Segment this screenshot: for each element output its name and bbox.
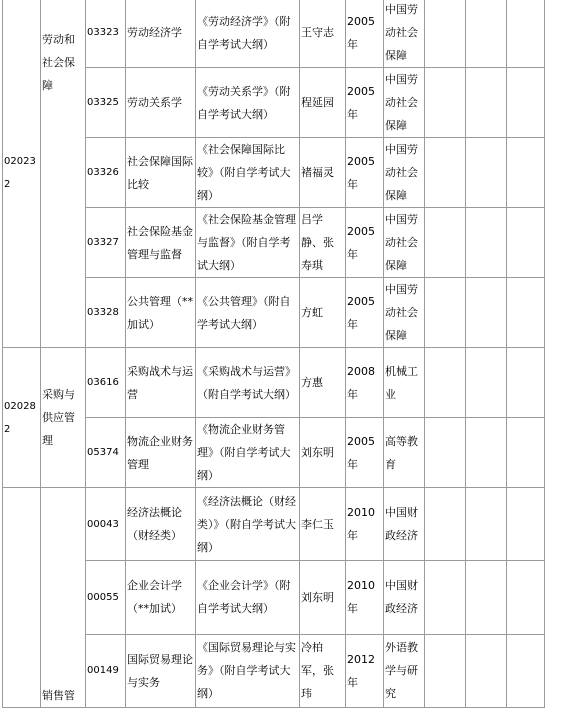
empty-cell — [507, 418, 545, 488]
empty-cell — [466, 208, 507, 278]
major-code-cell: 020232 — [3, 0, 41, 348]
empty-cell — [507, 634, 545, 707]
author-cell: 吕学静、张寿琪 — [300, 208, 346, 278]
course-code-cell: 00149 — [86, 634, 126, 707]
empty-cell — [507, 561, 545, 634]
course-code-cell: 00055 — [86, 561, 126, 634]
empty-cell — [466, 634, 507, 707]
empty-cell — [425, 0, 466, 68]
empty-cell — [466, 418, 507, 488]
year-cell: 2012年 — [346, 634, 384, 707]
publisher-cell: 中国劳动社会保障 — [384, 68, 425, 138]
textbook-cell: 《公共管理》（附自学考试大纲） — [196, 278, 300, 348]
publisher-cell: 高等教育 — [384, 418, 425, 488]
year-cell: 2008年 — [346, 348, 384, 418]
course-name-cell: 国际贸易理论与实务 — [126, 634, 196, 707]
major-code-cell: 020282 — [3, 348, 41, 488]
year-cell: 2005年 — [346, 0, 384, 68]
empty-cell — [507, 488, 545, 561]
author-cell: 冷柏军，张玮 — [300, 634, 346, 707]
course-name-cell: 采购战术与运营 — [126, 348, 196, 418]
publisher-cell: 中国财政经济 — [384, 488, 425, 561]
textbook-cell: 《劳动经济学》（附自学考试大纲） — [196, 0, 300, 68]
author-cell: 王守志 — [300, 0, 346, 68]
year-cell: 2010年 — [346, 561, 384, 634]
course-code-cell: 03616 — [86, 348, 126, 418]
table-row — [3, 348, 545, 418]
empty-cell — [507, 68, 545, 138]
course-code-cell: 03325 — [86, 68, 126, 138]
empty-cell — [425, 418, 466, 488]
textbook-cell: 《采购战术与运营》（附自学考试大纲） — [196, 348, 300, 418]
empty-cell — [507, 348, 545, 418]
year-cell: 2005年 — [346, 208, 384, 278]
year-cell: 2010年 — [346, 488, 384, 561]
empty-cell — [425, 561, 466, 634]
textbook-cell: 《劳动关系学》（附自学考试大纲） — [196, 68, 300, 138]
textbook-cell: 《经济法概论（财经类）》（附自学考试大纲） — [196, 488, 300, 561]
empty-cell — [425, 138, 466, 208]
table-row — [3, 0, 545, 68]
major-name-cell: 劳动和社会保障 — [41, 0, 86, 348]
empty-cell — [425, 68, 466, 138]
course-name-cell: 社会保险基金管理与监督 — [126, 208, 196, 278]
year-cell: 2005年 — [346, 138, 384, 208]
empty-cell — [466, 278, 507, 348]
course-name-cell: 经济法概论（财经类） — [126, 488, 196, 561]
major-name-text: 销售管 — [42, 689, 75, 702]
empty-cell — [425, 348, 466, 418]
publisher-cell: 外语教学与研究 — [384, 634, 425, 707]
course-name-cell: 劳动关系学 — [126, 68, 196, 138]
major-code-cell — [3, 488, 41, 708]
empty-cell — [466, 138, 507, 208]
course-name-cell: 劳动经济学 — [126, 0, 196, 68]
textbook-cell: 《社会保障国际比较》（附自学考试大纲） — [196, 138, 300, 208]
course-code-cell: 00043 — [86, 488, 126, 561]
course-code-cell: 03326 — [86, 138, 126, 208]
empty-cell — [507, 0, 545, 68]
empty-cell — [466, 68, 507, 138]
empty-cell — [425, 278, 466, 348]
empty-cell — [466, 348, 507, 418]
publisher-cell: 中国财政经济 — [384, 561, 425, 634]
empty-cell — [507, 208, 545, 278]
empty-cell — [466, 0, 507, 68]
publisher-cell: 中国劳动社会保障 — [384, 138, 425, 208]
course-code-cell: 05374 — [86, 418, 126, 488]
publisher-cell: 中国劳动社会保障 — [384, 278, 425, 348]
major-name-cell — [41, 488, 86, 708]
empty-cell — [425, 634, 466, 707]
year-cell: 2005年 — [346, 68, 384, 138]
textbook-cell: 《物流企业财务管理》（附自学考试大纲） — [196, 418, 300, 488]
textbook-cell: 《国际贸易理论与实务》（附自学考试大纲） — [196, 634, 300, 707]
textbook-cell: 《企业会计学》（附自学考试大纲） — [196, 561, 300, 634]
author-cell: 刘东明 — [300, 418, 346, 488]
publisher-cell: 机械工业 — [384, 348, 425, 418]
course-code-cell: 03328 — [86, 278, 126, 348]
course-name-cell: 公共管理（**加试） — [126, 278, 196, 348]
author-cell: 刘东明 — [300, 561, 346, 634]
author-cell: 方惠 — [300, 348, 346, 418]
publisher-cell: 中国劳动社会保障 — [384, 0, 425, 68]
course-code-cell: 03323 — [86, 0, 126, 68]
course-name-cell: 企业会计学（**加试） — [126, 561, 196, 634]
year-cell: 2005年 — [346, 278, 384, 348]
course-code-cell: 03327 — [86, 208, 126, 278]
major-name-cell: 采购与供应管理 — [41, 348, 86, 488]
author-cell: 方虹 — [300, 278, 346, 348]
textbook-cell: 《社会保险基金管理与监督》（附自学考试大纲） — [196, 208, 300, 278]
author-cell: 程延园 — [300, 68, 346, 138]
publisher-cell: 中国劳动社会保障 — [384, 208, 425, 278]
empty-cell — [425, 488, 466, 561]
table-row — [3, 488, 545, 561]
course-name-cell: 社会保障国际比较 — [126, 138, 196, 208]
empty-cell — [466, 561, 507, 634]
author-cell: 李仁玉 — [300, 488, 346, 561]
empty-cell — [507, 138, 545, 208]
course-textbook-table — [2, 0, 545, 708]
empty-cell — [425, 208, 466, 278]
year-cell: 2005年 — [346, 418, 384, 488]
course-name-cell: 物流企业财务管理 — [126, 418, 196, 488]
author-cell: 褚福灵 — [300, 138, 346, 208]
empty-cell — [507, 278, 545, 348]
empty-cell — [466, 488, 507, 561]
